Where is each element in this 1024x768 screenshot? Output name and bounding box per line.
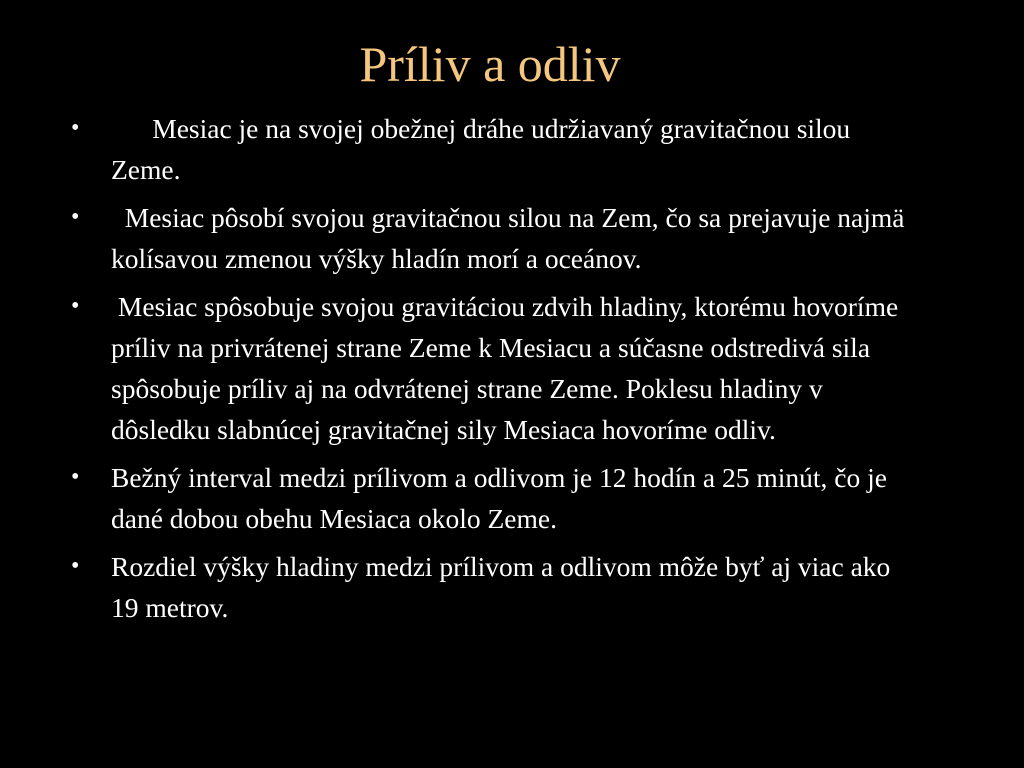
- bullet-item-2: [70, 197, 920, 279]
- bullet-marker-icon: •: [71, 553, 80, 579]
- bullet-text: Mesiac je na svojej obežnej dráhe udržiavaný gravitačnou silou Zeme.: [111, 113, 858, 185]
- bullet-marker-icon: •: [71, 204, 80, 230]
- bullet-item-1: [70, 108, 920, 190]
- bullet-text: Mesiac spôsobuje svojou gravitáciou zdvih hladiny, ktorému hovoríme príliv na privrátenej strane Zeme k Mesiacu a súčasne odstredivá sila spôsobuje príliv aj na odvrátenej strane Zeme. Poklesu hladiny v dôsledku slabnúcej gravitačnej sily Mesiaca hovoríme odliv.: [111, 291, 906, 445]
- bullet-marker-icon: •: [71, 115, 80, 141]
- slide-title: Príliv a odliv: [359, 36, 621, 92]
- bullet-item-3: [70, 286, 920, 450]
- bullet-text: Bežný interval medzi prílivom a odlivom je 12 hodín a 25 minút, čo je dané dobou obehu Mesiaca okolo Zeme.: [111, 462, 894, 534]
- bullet-marker-icon: •: [71, 293, 80, 319]
- bullet-text: Mesiac pôsobí svojou gravitačnou silou na Zem, čo sa prejavuje najmä kolísavou zmenou výšky hladín morí a oceánov.: [111, 202, 912, 274]
- bullet-list: [70, 108, 920, 635]
- bullet-text: Rozdiel výšky hladiny medzi prílivom a odlivom môže byť aj viac ako 19 metrov.: [111, 551, 898, 623]
- bullet-item-5: [70, 546, 920, 628]
- bullet-item-4: [70, 457, 920, 539]
- bullet-marker-icon: •: [71, 464, 80, 490]
